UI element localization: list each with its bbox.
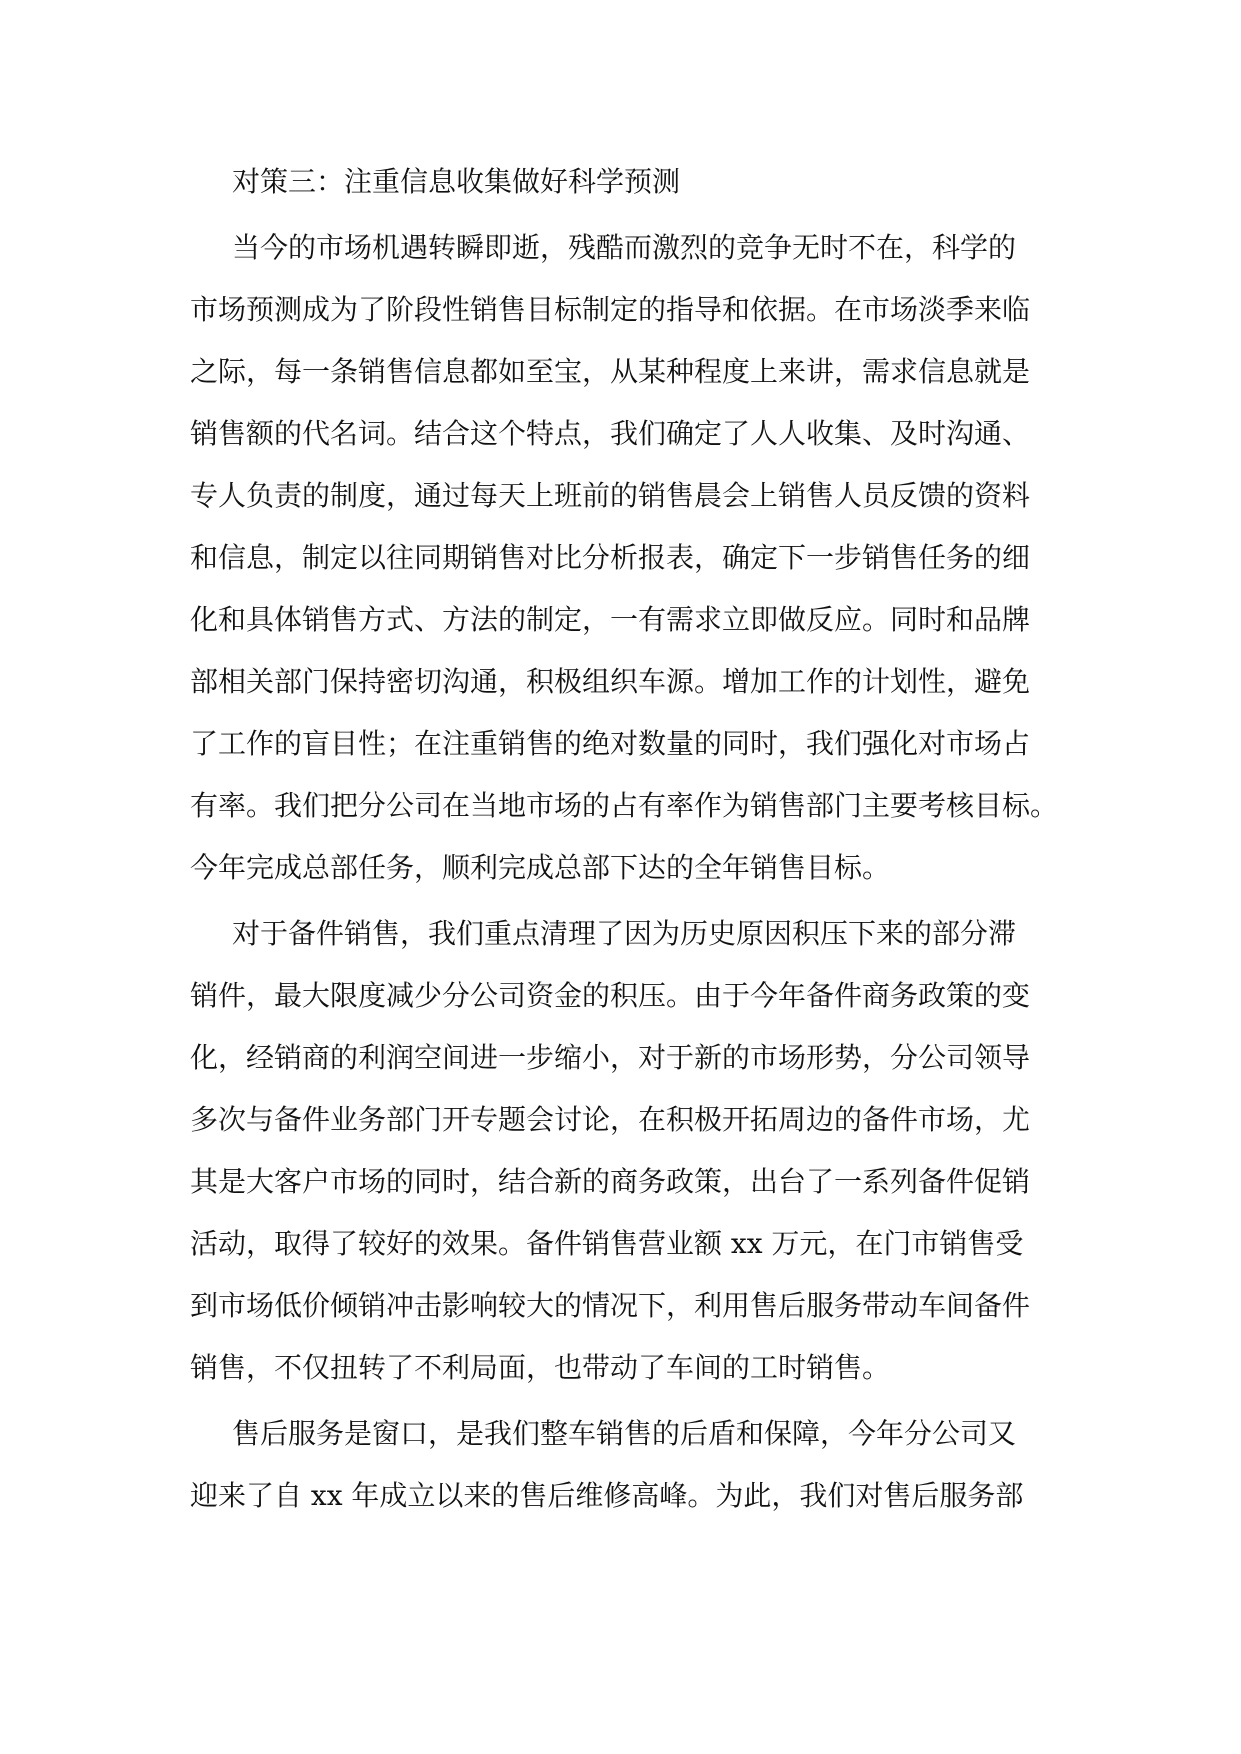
paragraph-line: 到市场低价倾销冲击影响较大的情况下，利用售后服务带动车间备件: [190, 1289, 1031, 1322]
paragraph-line: 专人负责的制度，通过每天上班前的销售晨会上销售人员反馈的资料: [190, 479, 1031, 512]
paragraph-line: 和信息，制定以往同期销售对比分析报表，确定下一步销售任务的细: [190, 541, 1031, 574]
paragraph-line: 市场预测成为了阶段性销售目标制定的指导和依据。在市场淡季来临: [190, 293, 1031, 326]
paragraph-line: 销售，不仅扭转了不利局面，也带动了车间的工时销售。: [190, 1351, 891, 1384]
section-heading: 对策三：注重信息收集做好科学预测: [232, 165, 681, 198]
paragraph-line: 今年完成总部任务，顺利完成总部下达的全年销售目标。: [190, 851, 891, 884]
paragraph-line: 化，经销商的利润空间进一步缩小，对于新的市场形势，分公司领导: [190, 1041, 1031, 1074]
paragraph-line: 活动，取得了较好的效果。备件销售营业额 xx 万元，在门市销售受: [190, 1227, 1024, 1260]
paragraph-line: 有率。我们把分公司在当地市场的占有率作为销售部门主要考核目标。: [190, 789, 1059, 822]
paragraph-line: 售后服务是窗口，是我们整车销售的后盾和保障，今年分公司又: [232, 1417, 1017, 1450]
paragraph-line: 部相关部门保持密切沟通，积极组织车源。增加工作的计划性，避免: [190, 665, 1031, 698]
paragraph-line: 化和具体销售方式、方法的制定，一有需求立即做反应。同时和品牌: [190, 603, 1031, 636]
paragraph-line: 迎来了自 xx 年成立以来的售后维修高峰。为此，我们对售后服务部: [190, 1479, 1024, 1512]
paragraph-line: 销件，最大限度减少分公司资金的积压。由于今年备件商务政策的变: [190, 979, 1031, 1012]
paragraph-line: 对于备件销售，我们重点清理了因为历史原因积压下来的部分滞: [232, 917, 1017, 950]
paragraph-line: 多次与备件业务部门开专题会讨论，在积极开拓周边的备件市场，尤: [190, 1103, 1031, 1136]
paragraph-line: 了工作的盲目性；在注重销售的绝对数量的同时，我们强化对市场占: [190, 727, 1031, 760]
paragraph-line: 当今的市场机遇转瞬即逝，残酷而激烈的竞争无时不在，科学的: [232, 231, 1017, 264]
paragraph-line: 之际，每一条销售信息都如至宝，从某种程度上来讲，需求信息就是: [190, 355, 1031, 388]
paragraph-line: 其是大客户市场的同时，结合新的商务政策，出台了一系列备件促销: [190, 1165, 1031, 1198]
paragraph-line: 销售额的代名词。结合这个特点，我们确定了人人收集、及时沟通、: [190, 417, 1031, 450]
